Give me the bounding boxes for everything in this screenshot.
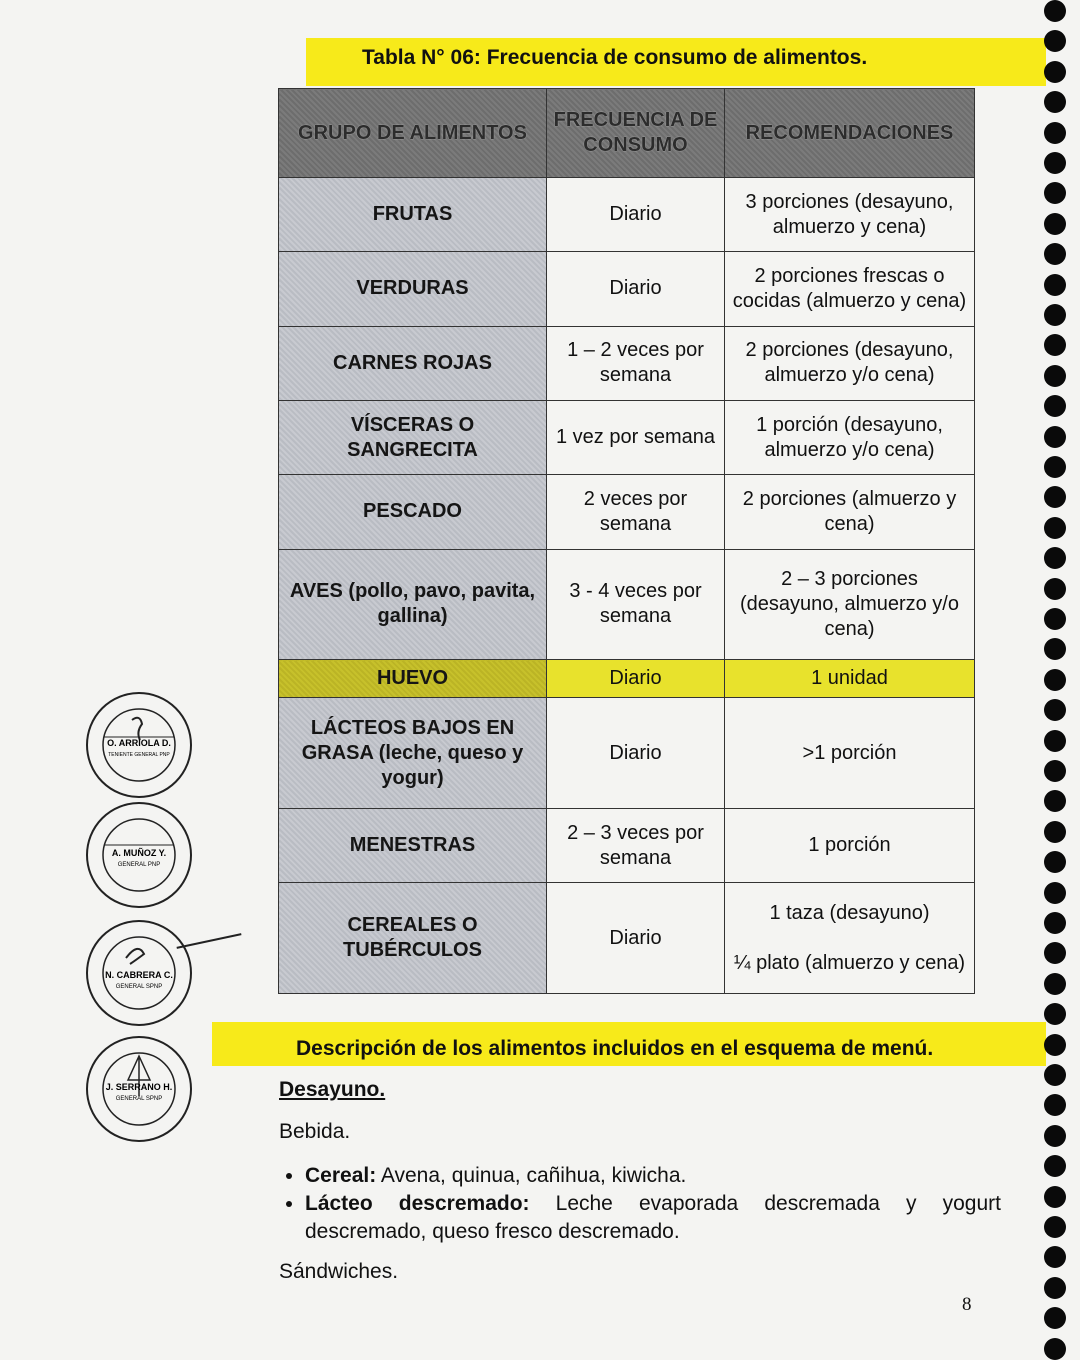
table-row bbox=[279, 808, 975, 882]
seal-stamp-1 bbox=[84, 690, 194, 800]
list-item bbox=[305, 1190, 1001, 1246]
seal-rank: GENERAL SPNP bbox=[115, 1096, 163, 1102]
binding-hole bbox=[1044, 669, 1066, 691]
seal-name: A. MUÑOZ Y. bbox=[111, 848, 167, 858]
page-number: 8 bbox=[962, 1294, 972, 1315]
binding-hole bbox=[1044, 182, 1066, 204]
table-row bbox=[279, 178, 975, 252]
binding-hole bbox=[1044, 699, 1066, 721]
binding-hole bbox=[1044, 0, 1066, 22]
bullet-text: Leche evaporada descremada y yogurt descremado, queso fresco descremado. bbox=[305, 1192, 1001, 1243]
binding-hole bbox=[1044, 1094, 1066, 1116]
drink-label: Bebida. bbox=[279, 1120, 351, 1143]
frequency-cell: Diario bbox=[547, 252, 725, 326]
frequency-cell: Diario bbox=[547, 660, 725, 698]
binding-hole bbox=[1044, 486, 1066, 508]
seal-stamp-3 bbox=[84, 918, 194, 1028]
table-row bbox=[279, 549, 975, 660]
binding-hole bbox=[1044, 456, 1066, 478]
bullet-term: Cereal: bbox=[305, 1164, 377, 1187]
recommendation-cell: 3 porciones (desayuno, almuerzo y cena) bbox=[725, 178, 975, 252]
frequency-cell: 2 veces por semana bbox=[547, 475, 725, 549]
recommendation-cell: 1 taza (desayuno) ¼ plato (almuerzo y cena) bbox=[725, 883, 975, 994]
binding-hole bbox=[1044, 942, 1066, 964]
table-header-row bbox=[279, 89, 975, 178]
binding-hole bbox=[1044, 1064, 1066, 1086]
seal-stamp-2 bbox=[84, 800, 194, 910]
binding-hole bbox=[1044, 851, 1066, 873]
binding-hole bbox=[1044, 213, 1066, 235]
binding-hole bbox=[1044, 122, 1066, 144]
binding-hole bbox=[1044, 152, 1066, 174]
frequency-cell: 1 vez por semana bbox=[547, 400, 725, 474]
recommendation-cell: 1 unidad bbox=[725, 660, 975, 698]
binding-hole bbox=[1044, 30, 1066, 52]
binding-hole bbox=[1044, 973, 1066, 995]
bullet-term: Lácteo descremado: bbox=[305, 1192, 530, 1215]
recommendation-cell: >1 porción bbox=[725, 698, 975, 809]
binding-hole bbox=[1044, 638, 1066, 660]
seal-rank: TENIENTE GENERAL PNP bbox=[108, 752, 170, 758]
list-item bbox=[305, 1162, 1001, 1190]
frequency-cell: Diario bbox=[547, 883, 725, 994]
binding-hole bbox=[1044, 61, 1066, 83]
recommendation-cell: 2 – 3 porciones (desayuno, almuerzo y/o cena) bbox=[725, 549, 975, 660]
binding-hole bbox=[1044, 91, 1066, 113]
food-group-cell: LÁCTEOS BAJOS EN GRASA (leche, queso y yogur) bbox=[279, 698, 547, 809]
seal-stamp-4 bbox=[84, 1034, 194, 1144]
food-group-cell: FRUTAS bbox=[279, 178, 547, 252]
binding-hole bbox=[1044, 547, 1066, 569]
header-food-group: GRUPO DE ALIMENTOS bbox=[279, 89, 547, 178]
food-group-cell: CEREALES O TUBÉRCULOS bbox=[279, 883, 547, 994]
binding-hole bbox=[1044, 730, 1066, 752]
binding-hole bbox=[1044, 1003, 1066, 1025]
frequency-cell: Diario bbox=[547, 178, 725, 252]
binding-hole bbox=[1044, 912, 1066, 934]
binding-hole bbox=[1044, 1125, 1066, 1147]
description-heading: Descripción de los alimentos incluidos en el esquema de menú. bbox=[296, 1037, 934, 1060]
binding-hole bbox=[1044, 365, 1066, 387]
binding-holes bbox=[1044, 0, 1070, 1349]
food-group-cell: PESCADO bbox=[279, 475, 547, 549]
binding-hole bbox=[1044, 578, 1066, 600]
recommendation-cell: 2 porciones (desayuno, almuerzo y/o cena) bbox=[725, 326, 975, 400]
binding-hole bbox=[1044, 334, 1066, 356]
seal-name: O. ARRIOLA D. bbox=[107, 738, 171, 748]
binding-hole bbox=[1044, 274, 1066, 296]
binding-hole bbox=[1044, 1246, 1066, 1268]
table-row bbox=[279, 400, 975, 474]
food-group-cell: MENESTRAS bbox=[279, 808, 547, 882]
binding-hole bbox=[1044, 243, 1066, 265]
seal-rank: GENERAL SPNP bbox=[115, 984, 163, 990]
binding-hole bbox=[1044, 1186, 1066, 1208]
binding-hole bbox=[1044, 790, 1066, 812]
binding-hole bbox=[1044, 608, 1066, 630]
frequency-table bbox=[278, 88, 975, 994]
frequency-cell: 3 - 4 veces por semana bbox=[547, 549, 725, 660]
food-group-cell: AVES (pollo, pavo, pavita, gallina) bbox=[279, 549, 547, 660]
table-row bbox=[279, 326, 975, 400]
table-row bbox=[279, 698, 975, 809]
food-group-cell: CARNES ROJAS bbox=[279, 326, 547, 400]
frequency-cell: Diario bbox=[547, 698, 725, 809]
header-frequency: FRECUENCIA DE CONSUMO bbox=[547, 89, 725, 178]
food-group-cell: HUEVO bbox=[279, 660, 547, 698]
recommendation-cell: 2 porciones (almuerzo y cena) bbox=[725, 475, 975, 549]
food-group-cell: VERDURAS bbox=[279, 252, 547, 326]
frequency-cell: 2 – 3 veces por semana bbox=[547, 808, 725, 882]
food-group-cell: VÍSCERAS O SANGRECITA bbox=[279, 400, 547, 474]
seal-name: J. SERRANO H. bbox=[105, 1082, 173, 1092]
binding-hole bbox=[1044, 1216, 1066, 1238]
binding-hole bbox=[1044, 1277, 1066, 1299]
sandwiches-label: Sándwiches. bbox=[279, 1260, 399, 1283]
recommendation-cell: 2 porciones frescas o cocidas (almuerzo y cena) bbox=[725, 252, 975, 326]
breakfast-label: Desayuno. bbox=[279, 1078, 386, 1101]
seal-name: N. CABRERA C. bbox=[105, 970, 173, 980]
binding-hole bbox=[1044, 517, 1066, 539]
binding-hole bbox=[1044, 882, 1066, 904]
binding-hole bbox=[1044, 426, 1066, 448]
table-row bbox=[279, 252, 975, 326]
binding-hole bbox=[1044, 821, 1066, 843]
bullet-text: Avena, quinua, cañihua, kiwicha. bbox=[376, 1164, 687, 1187]
binding-hole bbox=[1044, 760, 1066, 782]
binding-hole bbox=[1044, 304, 1066, 326]
binding-hole bbox=[1044, 395, 1066, 417]
table-row bbox=[279, 660, 975, 698]
frequency-cell: 1 – 2 veces por semana bbox=[547, 326, 725, 400]
header-recommendations: RECOMENDACIONES bbox=[725, 89, 975, 178]
binding-hole bbox=[1044, 1034, 1066, 1056]
binding-hole bbox=[1044, 1155, 1066, 1177]
table-row bbox=[279, 475, 975, 549]
recommendation-cell: 1 porción (desayuno, almuerzo y/o cena) bbox=[725, 400, 975, 474]
table-row bbox=[279, 883, 975, 994]
table-title: Tabla N° 06: Frecuencia de consumo de alimentos. bbox=[362, 46, 868, 69]
recommendation-cell: 1 porción bbox=[725, 808, 975, 882]
bullet-list bbox=[279, 1162, 1001, 1246]
seal-rank: GENERAL PNP bbox=[117, 862, 161, 868]
binding-hole bbox=[1044, 1307, 1066, 1329]
